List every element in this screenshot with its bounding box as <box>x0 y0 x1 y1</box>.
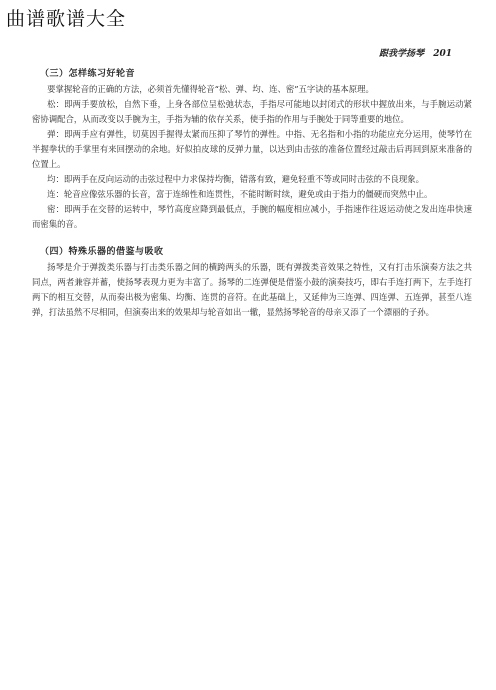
section-heading: （四）特殊乐器的借鉴与吸收 <box>40 247 164 257</box>
paragraph: 密：即两手在交替的运转中，琴竹高度应降到最低点，手腕的幅度相应减小，手指速作往返运动使之发出连串快速而密集的音。 <box>32 204 472 229</box>
paragraph: 松：即两手要放松，自然下垂，上身各部位呈松弛状态，手指尽可能地以封闭式的形状中握放出来，与手腕运动紧密协调配合，从而改变以手腕为主，手指为辅的依存关系，使手指的作用与手腕处于同等重要的地位。 <box>32 99 472 124</box>
section-special-instruments <box>32 244 472 320</box>
page-body <box>32 66 472 320</box>
page-header <box>379 46 452 59</box>
book-title: 跟我学扬琴 <box>379 49 425 59</box>
paragraph: 扬琴是介于弹拨类乐器与打击类乐器之间的横跨两头的乐器，既有弹拨类音效果之特性，又有打击乐演奏方法之共同点，两者兼容并蓄，使扬琴表现力更为丰富了。扬琴的二连弹便是借鉴小鼓的演奏技巧，即右手连打两下，左手连打两下的相互交替，从而奏出极为密集、均衡、连贯的音符。在此基础上，又延伸为三连弹、四连弹、五连弹，甚至八连弹，打法虽然不尽相同，但演奏出来的效果却与轮音如出一辙，显然扬琴轮音的母亲又添了一个漂丽的子孙。 <box>32 262 472 317</box>
paragraph: 均：即两手在反向运动的击弦过程中力求保持均衡，错落有致，避免轻重不等或同时击弦的不良现象。 <box>47 174 424 184</box>
paragraph: 连：轮音应像弦乐器的长音，富于连绵性和连贯性，不能时断时续，避免或由于指力的僵硬而突然中止。 <box>47 189 433 199</box>
section-lunyin-practice <box>32 66 472 232</box>
site-banner: 曲谱歌谱大全 <box>6 8 127 30</box>
paragraph: 要掌握轮音的正确的方法，必须首先懂得轮音“松、弹、均、连、密”五字诀的基本原理。 <box>47 84 374 94</box>
paragraph: 弹：即两手应有弹性，切莫因手握得太紧而压抑了琴竹的弹性。中指、无名指和小指的功能应充分运用，使琴竹在半握拳状的手掌里有来回摆动的余地。好似拍皮球的反弹力量，以达到由击弦的准备位置经过敲击后再回到原来准备的位置上。 <box>32 129 472 169</box>
page-number: 201 <box>433 49 452 59</box>
section-heading: （三）怎样练习好轮音 <box>40 69 136 79</box>
